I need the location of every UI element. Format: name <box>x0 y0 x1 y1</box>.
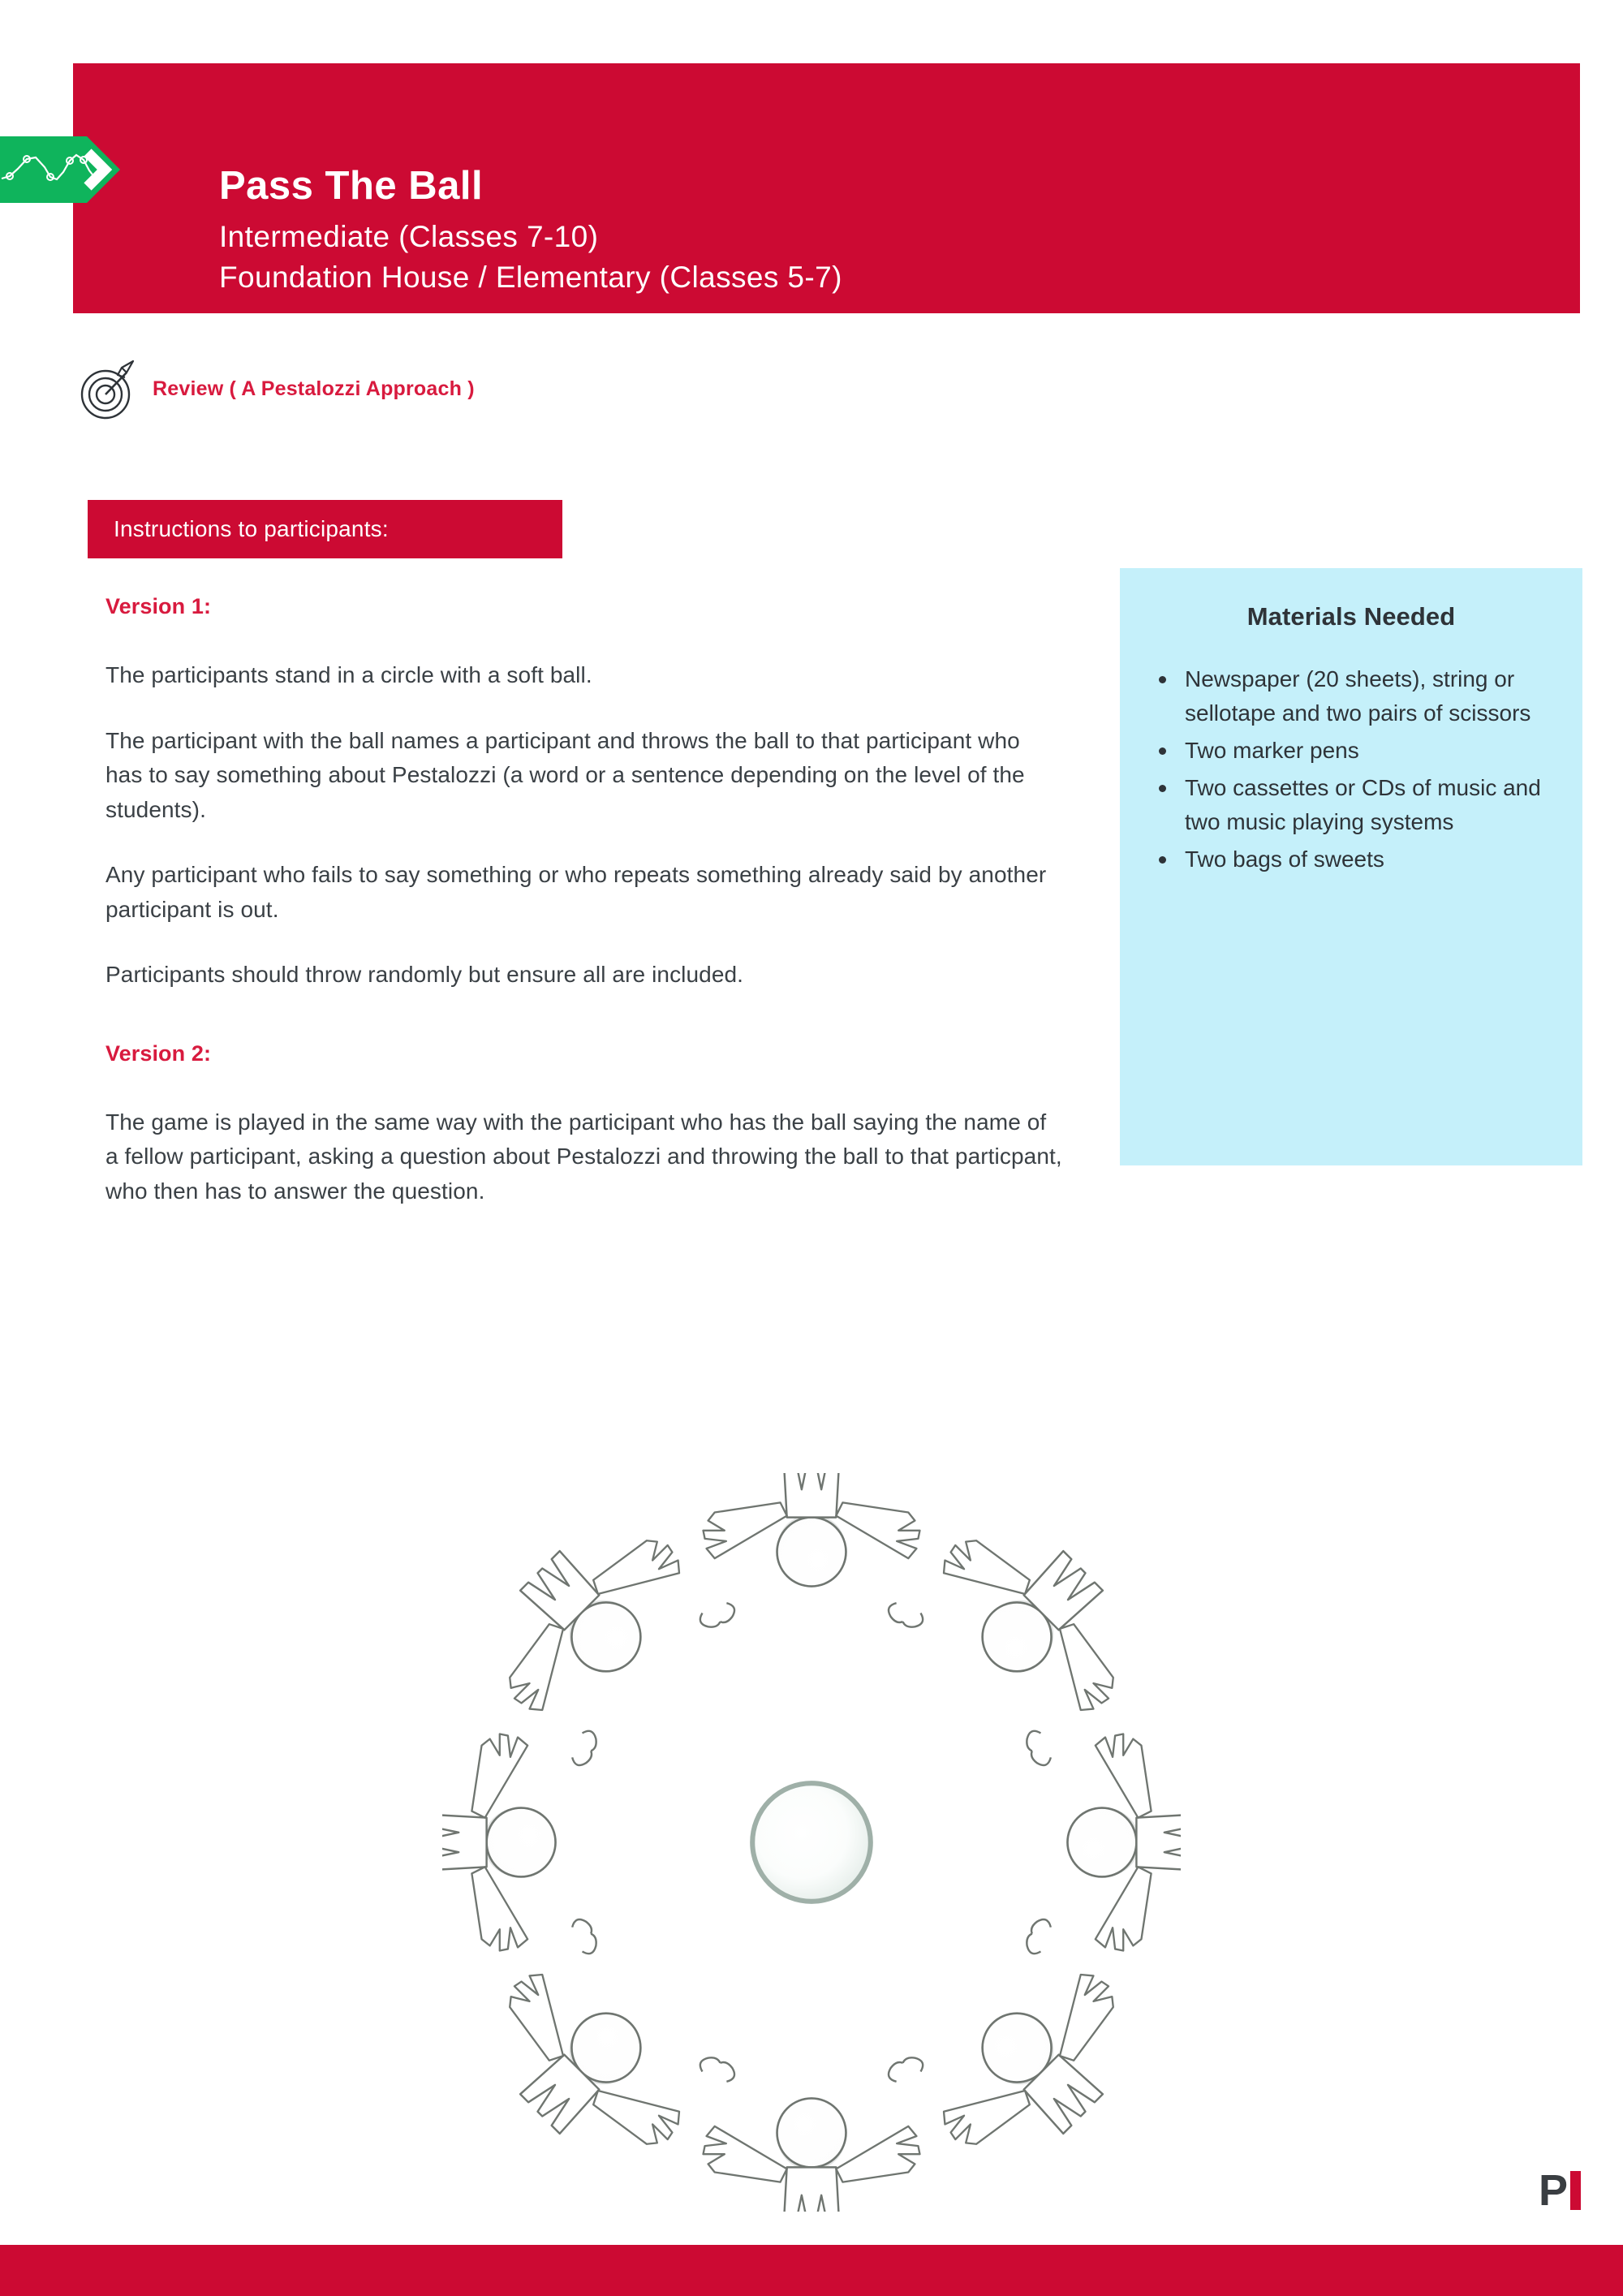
version-1-paragraph-4: Participants should throw randomly but ensure all are included. <box>105 962 744 988</box>
version-2-heading: Version 2: <box>105 1040 212 1066</box>
list-item: Two cassettes or CDs of music and two music playing systems <box>1182 771 1558 839</box>
header-subtitle-line2: Foundation House / Elementary (Classes 5-7) <box>219 261 842 294</box>
instructions-content <box>105 594 1063 1208</box>
people-circle-with-ball-illustration <box>442 1473 1181 2212</box>
wave-chart-chevron-icon <box>0 136 120 203</box>
review-label: Review ( A Pestalozzi Approach ) <box>153 377 475 400</box>
list-item: Newspaper (20 sheets), string or sellotape and two pairs of scissors <box>1182 662 1558 730</box>
pestalozzi-logo <box>1538 2166 1581 2215</box>
header-banner <box>73 63 1580 313</box>
materials-list <box>1144 662 1558 877</box>
instructions-tag <box>88 500 562 558</box>
list-item: Two marker pens <box>1182 734 1558 768</box>
footer-bar <box>0 2245 1623 2296</box>
materials-needed-box <box>1120 568 1582 1165</box>
target-arrow-icon <box>80 357 138 420</box>
version-2-paragraph-1: The game is played in the same way with the participant who has the ball saying the name of a fellow participant, asking a question about Pestalozzi and throwing the ball to that particpant, who then has to answer the question. <box>105 1109 1062 1204</box>
materials-title: Materials Needed <box>1246 602 1456 631</box>
version-1-paragraph-2: The participant with the ball names a participant and throws the ball to that participant who has to say something about Pestalozzi (a word or a sentence depending on the level of the students). <box>105 727 1025 822</box>
header-subtitle-line1: Intermediate (Classes 7-10) <box>219 219 599 253</box>
version-1-paragraph-1: The participants stand in a circle with a soft ball. <box>105 662 592 687</box>
version-1-paragraph-3: Any participant who fails to say something or who repeats something already said by another participant is out. <box>105 862 1047 922</box>
header-text-group <box>219 165 842 297</box>
logo-letter: P <box>1538 2166 1567 2215</box>
list-item: Two bags of sweets <box>1182 842 1558 877</box>
page-title: Pass The Ball <box>219 164 484 208</box>
instructions-tag-label: Instructions to participants: <box>114 516 389 541</box>
version-1-heading: Version 1: <box>105 594 212 618</box>
review-section-header <box>80 357 475 420</box>
logo-accent-bar <box>1570 2171 1581 2210</box>
